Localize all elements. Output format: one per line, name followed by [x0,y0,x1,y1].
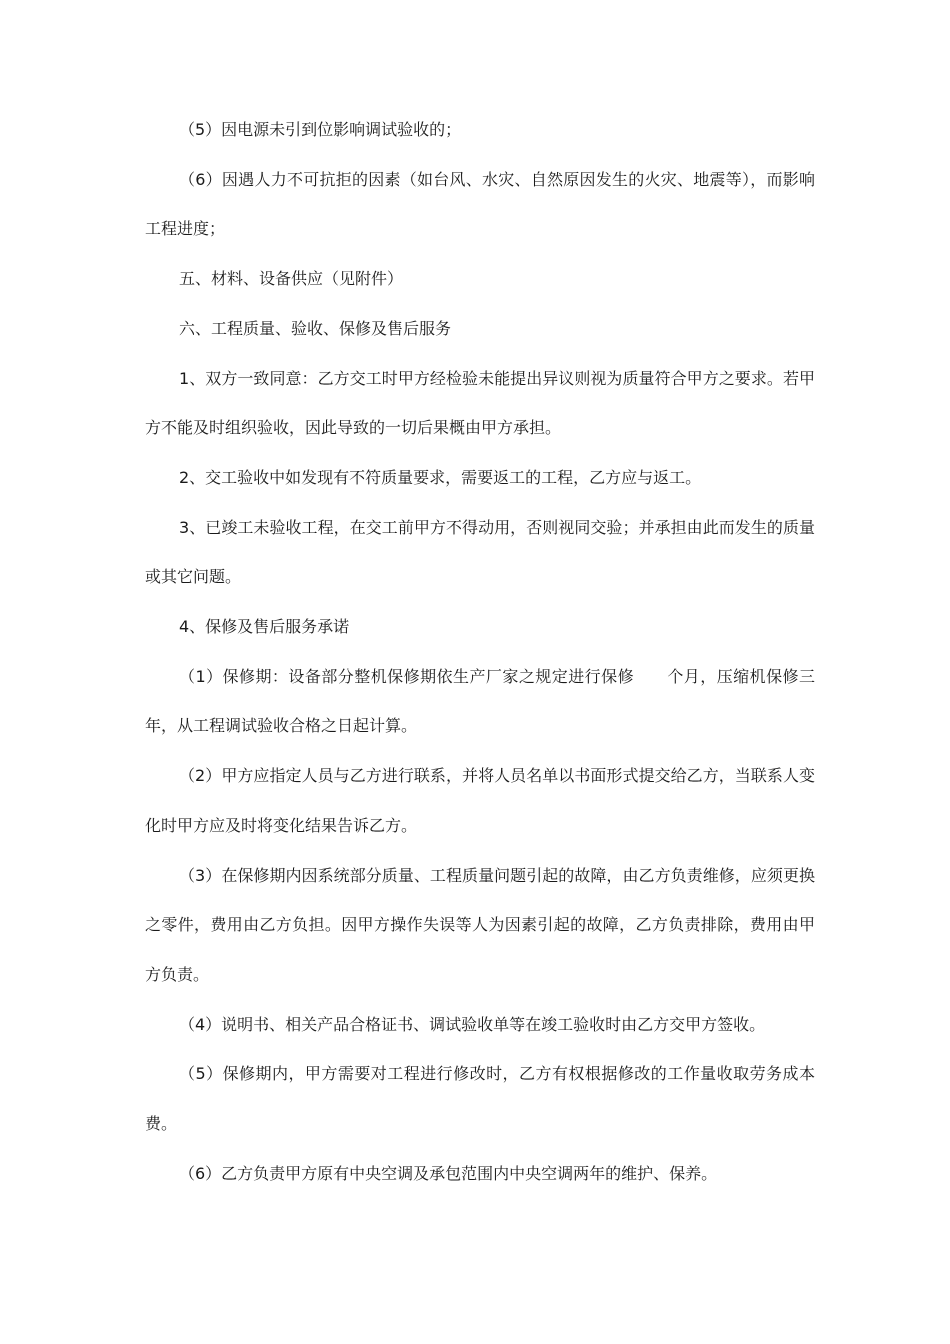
warranty-item-6-maintenance: （6）乙方负责甲方原有中央空调及承包范围内中央空调两年的维护、保养。 [179,1163,718,1183]
warranty-item-1-period: （1）保修期：设备部分整机保修期依生产厂家之规定进行保修 个月，压缩机保修三年，从工程调试验收合格之日起计算。 [145,666,815,736]
warranty-item-5-modifications: （5）保修期内，甲方需要对工程进行修改时，乙方有权根据修改的工作量收取劳务成本费。 [145,1064,815,1134]
document-body [145,105,815,1198]
clause-2-rework: 2、交工验收中如发现有不符质量要求，需要返工的工程，乙方应与返工。 [179,467,702,487]
section-heading-materials: 五、材料、设备供应（见附件） [179,269,404,289]
clause-4-warranty-heading: 4、保修及售后服务承诺 [179,617,350,637]
section-heading-quality: 六、工程质量、验收、保修及售后服务 [179,318,452,338]
warranty-item-3-repairs: （3）在保修期内因系统部分质量、工程质量问题引起的故障，由乙方负责维修，应须更换之零件，费用由乙方负担。因甲方操作失误等人为因素引起的故障，乙方负责排除，费用由甲方负责。 [145,865,815,984]
warranty-item-4-documents: （4）说明书、相关产品合格证书、调试验收单等在竣工验收时由乙方交甲方签收。 [179,1014,766,1034]
paragraph-item-6-force-majeure: （6）因遇人力不可抗拒的因素（如台风、水灾、自然原因发生的火灾、地震等），而影响工程进度； [145,169,815,239]
clause-1-acceptance: 1、双方一致同意：乙方交工时甲方经检验未能提出异议则视为质量符合甲方之要求。若甲方不能及时组织验收，因此导致的一切后果概由甲方承担。 [145,368,815,438]
warranty-item-2-contact: （2）甲方应指定人员与乙方进行联系，并将人员名单以书面形式提交给乙方，当联系人变化时甲方应及时将变化结果告诉乙方。 [145,766,815,835]
paragraph-item-5-power: （5）因电源未引到位影响调试验收的； [179,120,462,139]
clause-3-unaccepted-works: 3、已竣工未验收工程，在交工前甲方不得动用，否则视同交验；并承担由此而发生的质量或其它问题。 [145,517,815,587]
